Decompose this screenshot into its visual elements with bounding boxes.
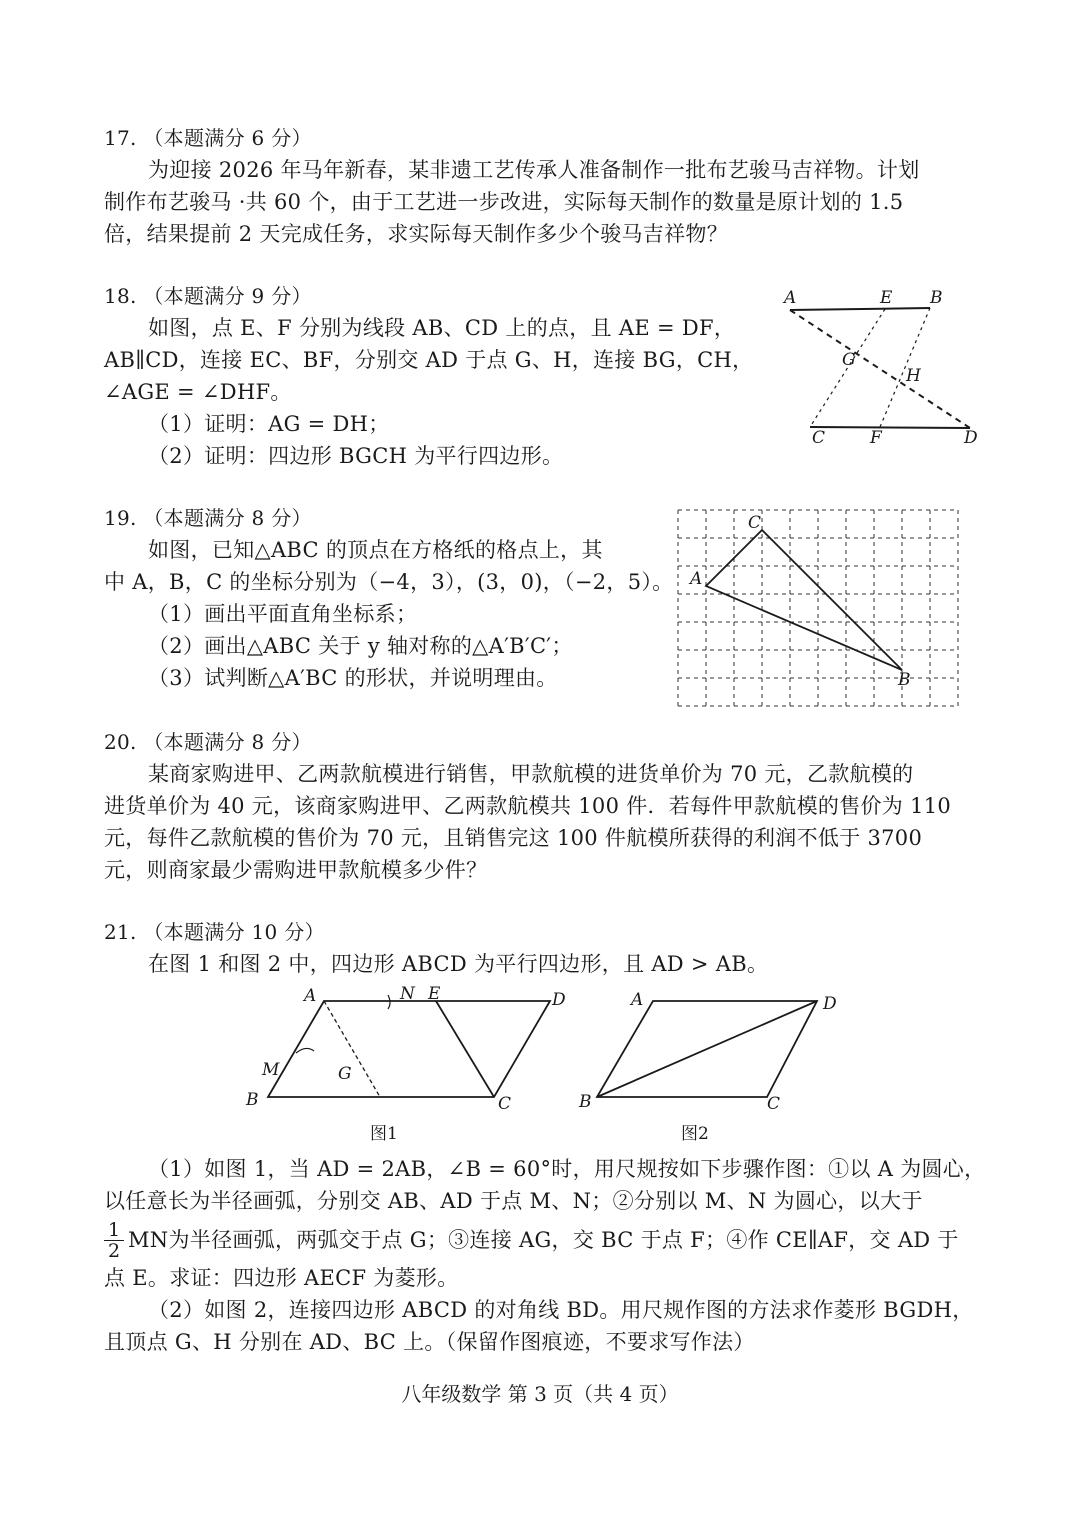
q19-grid-figure	[678, 510, 978, 720]
q21-intro: 在图 1 和图 2 中，四边形 ABCD 为平行四边形，且 AD > AB。	[148, 952, 769, 976]
q19-label-b: B	[898, 670, 911, 690]
fig1-label-n: N	[400, 984, 415, 1004]
page-footer: 八年级数学 第 3 页（共 4 页）	[401, 1382, 679, 1406]
triangle-abc	[706, 530, 902, 670]
q18-label-b: B	[930, 288, 943, 308]
q20-line-2: 进货单价为 40 元，该商家购进甲、乙两款航模共 100 件．若每件甲款航模的售价为 110	[104, 794, 952, 818]
q21-p1-line-2: 以任意长为半径画弧，分别交 AB、AD 于点 M、N；②分别以 M、N 为圆心，以大于	[104, 1189, 923, 1213]
q20-line-4: 元，则商家最少需购进甲款航模多少件？	[104, 858, 488, 882]
q18-label-d: D	[964, 428, 978, 448]
q18-part-2: （2）证明：四边形 BGCH 为平行四边形。	[148, 444, 564, 468]
fig2-caption: 图2	[681, 1124, 709, 1144]
fig2-label-b: B	[579, 1092, 592, 1112]
segment-ec	[436, 1001, 494, 1097]
q19-part-2: （2）画出△ABC 关于 y 轴对称的△A′B′C′；	[148, 634, 573, 658]
q18-figure	[780, 285, 980, 450]
fig2-label-c: C	[767, 1094, 781, 1114]
fig1-label-a: A	[304, 986, 317, 1006]
fig2-label-a: A	[631, 990, 644, 1010]
q18-label-f: F	[870, 428, 882, 448]
q20-line-1: 某商家购进甲、乙两款航模进行销售，甲款航模的进货单价为 70 元，乙款航模的	[148, 762, 914, 786]
segment-ad	[790, 310, 970, 428]
q21-p1-line-4: 点 E。求证：四边形 AECF 为菱形。	[104, 1266, 459, 1290]
q17-header: 17. （本题满分 6 分）	[104, 126, 312, 150]
q19-part-1: （1）画出平面直角坐标系；	[148, 602, 418, 626]
q21-p2-line-2: 且顶点 G、H 分别在 AD、BC 上。（保留作图痕迹，不要求写作法）	[104, 1330, 755, 1354]
q18-line-2: AB∥CD，连接 EC、BF，分别交 AD 于点 G、H，连接 BG，CH，	[104, 348, 754, 372]
fraction-numerator: 1	[107, 1219, 121, 1241]
segment-bf	[880, 308, 930, 427]
q20-line-3: 元，每件乙款航模的售价为 70 元，且销售完这 100 件航模所获得的利润不低于 3700	[104, 826, 923, 850]
q18-label-a: A	[784, 288, 797, 308]
fig1-label-b: B	[246, 1090, 259, 1110]
grid-lines	[678, 510, 958, 706]
fig2-label-d: D	[823, 994, 837, 1014]
q18-label-c: C	[812, 428, 826, 448]
fig1-label-m: M	[262, 1060, 280, 1080]
q19-header: 19. （本题满分 8 分）	[104, 506, 312, 530]
q18-label-e: E	[880, 288, 893, 308]
fig1-caption: 图1	[370, 1124, 398, 1144]
q20-header: 20. （本题满分 8 分）	[104, 730, 312, 754]
q21-header: 21. （本题满分 10 分）	[104, 920, 325, 944]
q19-label-a: A	[690, 569, 703, 589]
q18-label-h: H	[906, 366, 921, 386]
q19-part-3: （3）试判断△A′BC 的形状，并说明理由。	[148, 666, 558, 690]
arc-m	[296, 1048, 314, 1053]
q19-line-2: 中 A，B，C 的坐标分别为（−4，3），(3，0)，（−2，5）。	[104, 570, 674, 594]
fig1-label-g: G	[338, 1064, 352, 1084]
fig1-label-d: D	[552, 990, 566, 1010]
q18-line-1: 如图，点 E、F 分别为线段 AB、CD 上的点，且 AE = DF，	[148, 316, 736, 340]
fig1-label-c: C	[498, 1094, 512, 1114]
q21-figure-2	[575, 985, 845, 1145]
q17-line-2: 制作布艺骏马 ·共 60 个，由于工艺进一步改进，实际每天制作的数量是原计划的 1.5	[104, 190, 904, 214]
segment-ab	[790, 308, 930, 310]
segment-af	[324, 1001, 380, 1097]
fig1-label-e: E	[428, 984, 441, 1004]
q19-line-1: 如图，已知△ABC 的顶点在方格纸的格点上，其	[148, 538, 603, 562]
q18-label-g: G	[842, 350, 856, 370]
q17-line-3: 倍，结果提前 2 天完成任务，求实际每天制作多少个骏马吉祥物？	[104, 222, 729, 246]
q18-part-1: （1）证明：AG = DH；	[148, 412, 390, 436]
q18-line-3: ∠AGE = ∠DHF。	[104, 380, 292, 404]
q19-label-c: C	[748, 513, 762, 533]
q17-line-1: 为迎接 2026 年马年新春，某非遗工艺传承人准备制作一批布艺骏马吉祥物。计划	[148, 158, 920, 182]
fraction-one-half	[104, 1220, 124, 1261]
q21-figure-1	[240, 985, 570, 1145]
q18-header: 18. （本题满分 9 分）	[104, 284, 312, 308]
segment-cd	[810, 427, 970, 428]
q21-p1-line-1: （1）如图 1，当 AD = 2AB，∠B = 60°时，用尺规按如下步骤作图：①以 A 为圆心，	[148, 1157, 986, 1181]
arc-n	[388, 995, 390, 1009]
fraction-denominator: 2	[104, 1240, 124, 1261]
q21-p1-line-3: MN为半径画弧，两弧交于点 G；③连接 AG，交 BC 于点 F；④作 CE∥AF，交 AD 于	[128, 1228, 959, 1252]
q21-p2-line-1: （2）如图 2，连接四边形 ABCD 的对角线 BD。用尺规作图的方法求作菱形 BGDH，	[148, 1298, 974, 1322]
diagonal-bd	[597, 1001, 817, 1097]
